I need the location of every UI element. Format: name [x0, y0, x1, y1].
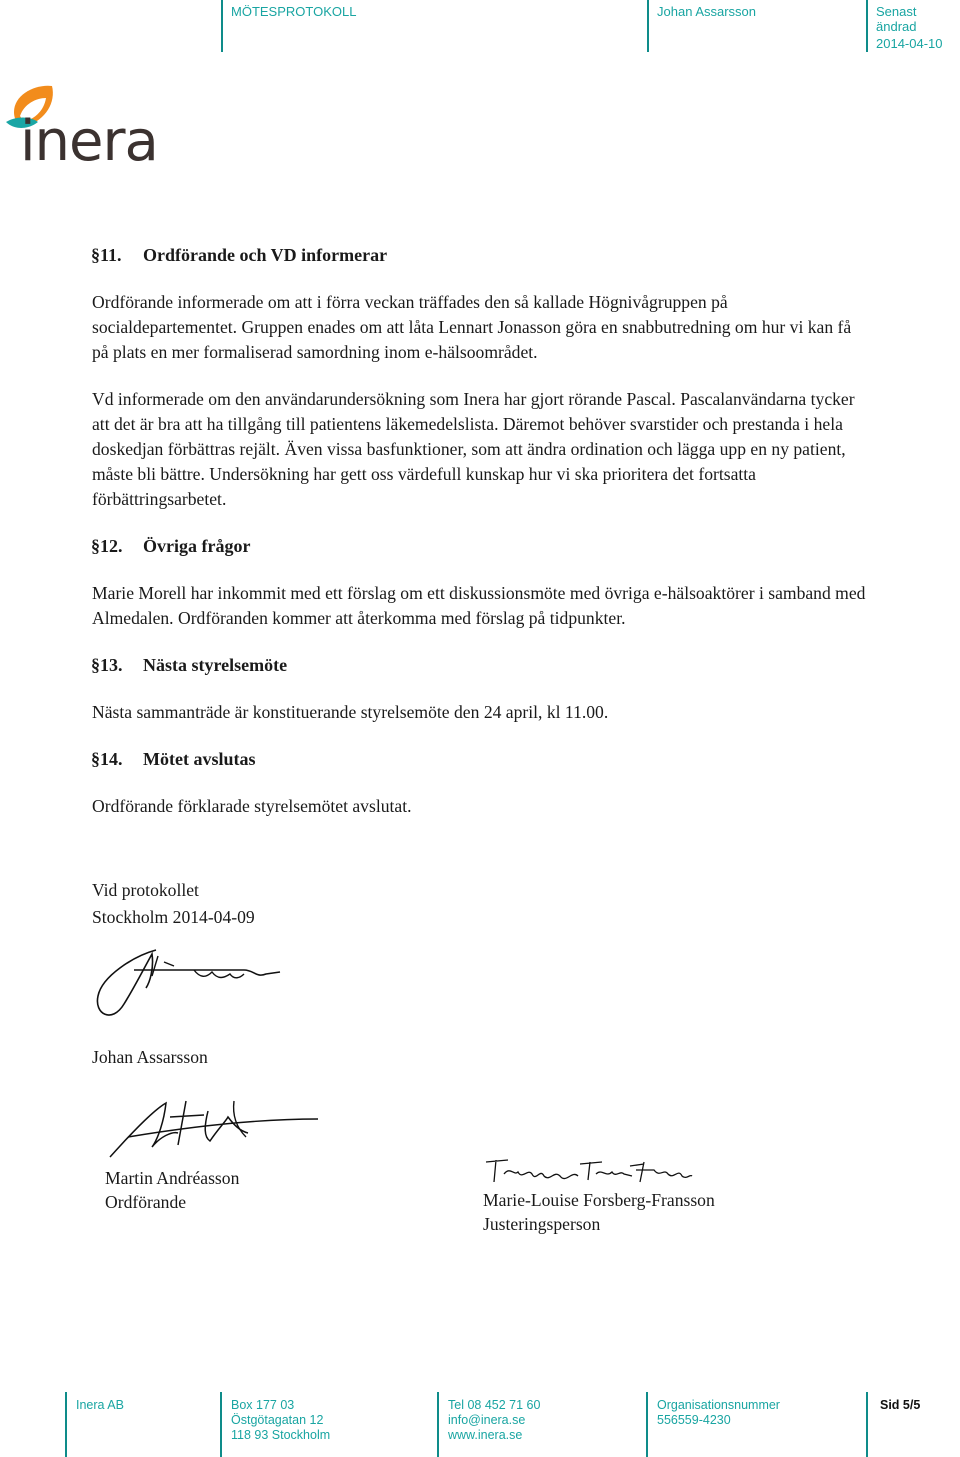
closing-line: Vid protokollet: [92, 880, 199, 900]
signature-adjuster: [484, 1156, 694, 1190]
paragraph: Ordförande förklarade styrelsemötet avslutat.: [92, 796, 412, 816]
footer-org-number: Organisationsnummer 556559-4230: [646, 1392, 780, 1457]
section-title: Nästa styrelsemöte: [143, 655, 288, 675]
inera-logo: [6, 82, 168, 182]
inera-wordmark: inera: [20, 109, 158, 174]
section-number: §11.: [91, 245, 122, 265]
paragraph: Vd informerade om den användarundersökning som Inera har gjort rörande Pascal. Pascalanvändarna tycker att det är bra att ha tillgång till patientens läkemedelslista. Däremot behöver svarstider och prestanda i hela doskedjan förbättras rejält. Även vissa basfunktioner, som att ändra ordination och lägga upp en ny patient, måste bli bättre. Undersökning har gett oss värdefull kunskap hur vi ska prioritera det fortsatta förbättringsarbetet.: [92, 389, 855, 509]
secretary-name: Johan Assarsson: [92, 1047, 208, 1067]
paragraph: Nästa sammanträde är konstituerande styrelsemöte den 24 april, kl 11.00.: [92, 702, 609, 722]
closing-block: [92, 877, 255, 931]
header-author: Johan Assarsson: [647, 0, 756, 52]
footer-company: Inera AB: [65, 1392, 124, 1457]
adjuster-role: Justeringsperson: [483, 1214, 601, 1234]
section-title: Mötet avslutas: [143, 749, 256, 769]
section-title: Övriga frågor: [143, 536, 251, 556]
paragraph: Marie Morell har inkommit med ett förslag om ett diskussionsmöte med övriga e-hälsoaktörer i samband med Almedalen. Ordföranden kommer att återkomma med förslag på tidpunkter.: [92, 583, 866, 628]
page-footer: [0, 1392, 960, 1457]
header-last-modified: Senast ändrad 2014-04-10: [866, 0, 960, 52]
chair-block: [105, 1166, 239, 1214]
signature-chair: [108, 1097, 320, 1161]
section-number: §13.: [91, 655, 123, 675]
page-header: [0, 0, 960, 56]
section-title: Ordförande och VD informerar: [143, 245, 388, 265]
footer-page-number: Sid 5/5: [866, 1392, 920, 1457]
section-number: §12.: [91, 536, 123, 556]
header-doc-type: MÖTESPROTOKOLL: [221, 0, 356, 52]
chair-name: Martin Andréasson: [105, 1168, 240, 1188]
footer-email-link[interactable]: info@inera.se: [448, 1413, 526, 1427]
chair-role: Ordförande: [105, 1192, 187, 1212]
section-number: §14.: [91, 749, 123, 769]
footer-website-link[interactable]: www.inera.se: [448, 1428, 523, 1442]
adjuster-block: [483, 1188, 715, 1236]
section-heading: [91, 243, 872, 268]
section-heading: [91, 747, 872, 772]
paragraph: Ordförande informerade om att i förra veckan träffades den så kallade Högnivågruppen på socialdepartementet. Gruppen enades om att låta Lennart Jonasson göra en snabbutredning om hur vi kan få på plats en mer formaliserad samordning inom e-hälsoområdet.: [92, 292, 852, 362]
footer-contact: Tel 08 452 71 60 info@inera.se www.inera.se: [437, 1392, 540, 1457]
closing-place-date: Stockholm 2014-04-09: [92, 907, 255, 927]
footer-address: Box 177 03 Östgötagatan 12 118 93 Stockholm: [220, 1392, 330, 1457]
section-heading: [91, 653, 872, 678]
adjuster-name: Marie-Louise Forsberg-Fransson: [483, 1190, 715, 1210]
signature-secretary: [94, 948, 284, 1024]
minutes-body: [92, 243, 872, 841]
section-heading: [91, 534, 872, 559]
